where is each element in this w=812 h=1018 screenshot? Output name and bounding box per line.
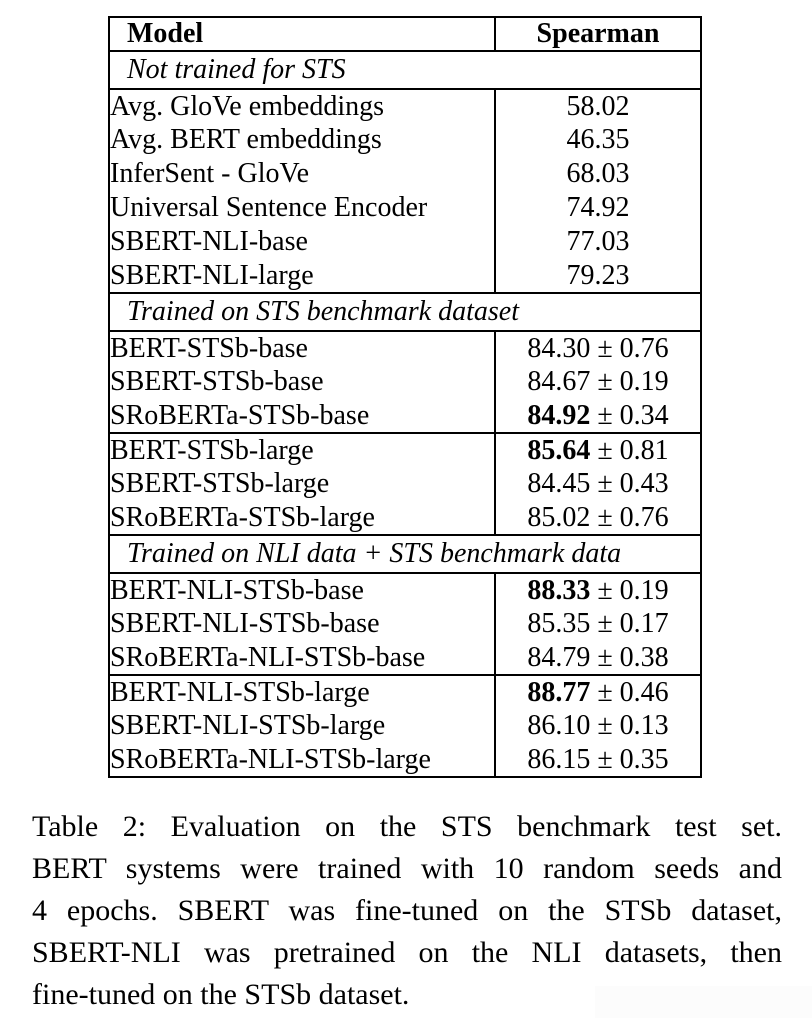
section-label: Trained on STS benchmark dataset	[109, 293, 701, 331]
table-row	[109, 191, 701, 225]
section-label: Not trained for STS	[109, 51, 701, 89]
spearman-cell	[495, 467, 701, 501]
spearman-cell	[495, 259, 701, 293]
table-row	[109, 607, 701, 641]
model-cell: BERT-NLI-STSb-large	[109, 675, 495, 709]
spearman-value: 85.64	[527, 434, 591, 466]
spearman-std: ± 0.46	[590, 676, 669, 708]
scan-artifact	[595, 986, 812, 1018]
results-table	[108, 16, 702, 778]
spearman-value: 85.35	[527, 608, 591, 640]
table-row	[109, 709, 701, 743]
section-row	[109, 293, 701, 331]
caption-line: BERT systems were trained with 10 random seeds and	[32, 852, 782, 885]
spearman-value: 77.03	[566, 226, 630, 258]
table-row	[109, 365, 701, 399]
spearman-value: 86.10	[527, 710, 591, 742]
spearman-cell	[495, 433, 701, 467]
caption-line: fine-tuned on the STSb dataset.	[32, 978, 410, 1011]
table-row	[109, 573, 701, 607]
spearman-std: ± 0.34	[590, 399, 669, 431]
spearman-std: ± 0.17	[590, 608, 669, 640]
spearman-value: 84.45	[527, 468, 591, 500]
spearman-std: ± 0.35	[590, 743, 669, 775]
spearman-cell	[495, 365, 701, 399]
spearman-cell	[495, 399, 701, 433]
spearman-std: ± 0.43	[590, 468, 669, 500]
table-row	[109, 331, 701, 365]
spearman-cell	[495, 743, 701, 777]
header-row	[109, 17, 701, 51]
table-row	[109, 675, 701, 709]
model-cell: SBERT-STSb-large	[110, 468, 330, 500]
spearman-value: 88.77	[527, 676, 591, 708]
table-row	[109, 259, 701, 293]
spearman-value: 86.15	[527, 743, 591, 775]
model-cell: BERT-STSb-base	[110, 332, 308, 364]
model-cell: SRoBERTa-STSb-base	[110, 399, 370, 431]
spearman-std: ± 0.19	[590, 366, 669, 398]
model-cell: SRoBERTa-NLI-STSb-large	[110, 743, 431, 775]
caption-line: Table 2: Evaluation on the STS benchmark test set.	[32, 810, 782, 843]
table-row	[109, 743, 701, 777]
table-row	[109, 467, 701, 501]
model-cell: SBERT-NLI-large	[110, 259, 314, 291]
table-row	[109, 157, 701, 191]
spearman-value: 68.03	[566, 158, 630, 190]
spearman-cell	[495, 709, 701, 743]
results-table-wrapper	[108, 16, 702, 778]
table-row	[109, 123, 701, 157]
spearman-value: 79.23	[566, 259, 630, 291]
spearman-value: 84.92	[527, 399, 591, 431]
spearman-std: ± 0.76	[590, 332, 669, 364]
table-row	[109, 225, 701, 259]
model-cell: Universal Sentence Encoder	[110, 192, 428, 224]
spearman-cell	[495, 573, 701, 607]
spearman-cell	[495, 675, 701, 709]
spearman-cell	[495, 641, 701, 675]
column-header-spearman: Spearman	[495, 17, 701, 51]
caption-line: SBERT-NLI was pretrained on the NLI datasets, then	[32, 936, 782, 969]
table-row	[109, 433, 701, 467]
model-cell: BERT-STSb-large	[109, 433, 495, 467]
model-cell: SBERT-NLI-STSb-base	[110, 608, 380, 640]
caption-line: 4 epochs. SBERT was fine-tuned on the STSb dataset,	[32, 894, 782, 927]
model-cell: SBERT-NLI-base	[110, 226, 308, 258]
spearman-cell	[495, 607, 701, 641]
model-cell: Avg. GloVe embeddings	[110, 90, 384, 122]
model-cell: SRoBERTa-NLI-STSb-base	[110, 641, 426, 673]
spearman-cell	[495, 157, 701, 191]
spearman-cell	[495, 191, 701, 225]
model-cell: InferSent - GloVe	[110, 158, 310, 190]
spearman-std: ± 0.81	[590, 434, 669, 466]
spearman-cell	[495, 225, 701, 259]
spearman-value: 46.35	[566, 124, 630, 156]
spearman-std: ± 0.19	[590, 574, 669, 606]
spearman-value: 85.02	[527, 501, 591, 533]
table-row	[109, 641, 701, 675]
table-caption	[32, 806, 782, 1016]
spearman-std: ± 0.38	[590, 641, 669, 673]
model-cell: SBERT-STSb-base	[110, 366, 324, 398]
section-label: Trained on NLI data + STS benchmark data	[109, 535, 701, 573]
spearman-std: ± 0.13	[590, 710, 669, 742]
spearman-value: 74.92	[566, 192, 630, 224]
table-row	[109, 399, 701, 433]
section-row	[109, 51, 701, 89]
model-cell: BERT-NLI-STSb-base	[110, 574, 364, 606]
table-row	[109, 89, 701, 123]
model-cell: SBERT-NLI-STSb-large	[110, 710, 386, 742]
table-row	[109, 501, 701, 535]
model-cell: SRoBERTa-STSb-large	[110, 501, 375, 533]
spearman-value: 84.79	[527, 641, 591, 673]
spearman-std: ± 0.76	[590, 501, 669, 533]
spearman-value: 84.30	[527, 332, 591, 364]
spearman-cell	[495, 123, 701, 157]
section-row	[109, 535, 701, 573]
spearman-value: 84.67	[527, 366, 591, 398]
spearman-cell	[495, 331, 701, 365]
spearman-value: 58.02	[566, 90, 630, 122]
spearman-value: 88.33	[527, 574, 591, 606]
column-header-model: Model	[109, 17, 495, 51]
spearman-cell	[495, 89, 701, 123]
model-cell: Avg. BERT embeddings	[110, 124, 382, 156]
spearman-cell	[495, 501, 701, 535]
